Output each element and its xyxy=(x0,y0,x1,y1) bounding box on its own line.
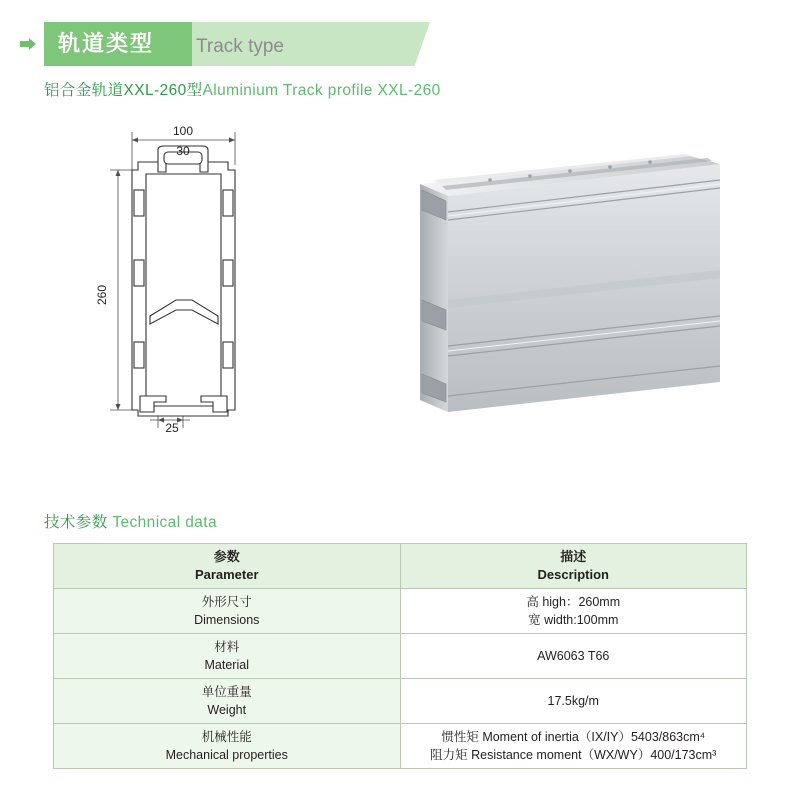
row-parameter-dimensions xyxy=(54,589,401,634)
product-subtitle-cn: 铝合金轨道XXL-260型 xyxy=(44,82,203,99)
dim-bottom-label: 25 xyxy=(165,421,179,435)
param-cn: 材料 xyxy=(214,640,240,654)
profile-product-photo xyxy=(390,150,720,420)
page-title-cn: 轨道类型 xyxy=(58,31,155,56)
param-en: Weight xyxy=(207,703,247,717)
row-description-dimensions xyxy=(400,589,747,634)
desc-line1: 惯性矩 Moment of inertia（IX/IY）5403/863cm⁴ xyxy=(441,730,706,744)
header-parameter xyxy=(54,544,401,589)
dim-top-width-label: 30 xyxy=(176,144,190,158)
param-en: Dimensions xyxy=(194,613,260,627)
param-en: Mechanical properties xyxy=(165,748,288,762)
desc-line2: 阻力矩 Resistance moment（WX/WY）400/173cm³ xyxy=(430,748,717,762)
header-description-en: Description xyxy=(537,567,609,582)
param-en: Material xyxy=(204,658,249,672)
table-row xyxy=(54,679,747,724)
dim-total-width-label: 100 xyxy=(172,124,194,138)
technical-data-table xyxy=(53,543,747,769)
header-description xyxy=(400,544,747,589)
product-subtitle-en: Aluminium Track profile XXL-260 xyxy=(202,82,441,99)
desc-line1: 17.5kg/m xyxy=(547,694,599,708)
technical-data-heading-cn: 技术参数 xyxy=(44,514,108,531)
desc-line1: AW6063 T66 xyxy=(537,649,610,663)
technical-data-heading xyxy=(44,510,217,532)
page-header xyxy=(0,22,800,66)
arrow-right-icon xyxy=(18,36,38,52)
row-description-material xyxy=(400,634,747,679)
param-cn: 机械性能 xyxy=(201,730,252,744)
row-parameter-weight xyxy=(54,679,401,724)
product-subtitle xyxy=(44,78,441,100)
header-parameter-cn: 参数 xyxy=(213,549,240,564)
desc-line1: 高 high：260mm xyxy=(526,595,621,609)
profile-cross-section-drawing xyxy=(80,110,410,460)
param-cn: 单位重量 xyxy=(201,685,252,699)
dim-height-label: 260 xyxy=(95,284,109,306)
page-title-en: Track type xyxy=(196,36,284,57)
param-cn: 外形尺寸 xyxy=(201,595,252,609)
table-row xyxy=(54,634,747,679)
table-row xyxy=(54,724,747,769)
row-parameter-material xyxy=(54,634,401,679)
technical-data-heading-en: Technical data xyxy=(112,514,218,531)
table-row xyxy=(54,589,747,634)
row-parameter-mechanical xyxy=(54,724,401,769)
header-parameter-en: Parameter xyxy=(194,567,259,582)
row-description-mechanical xyxy=(400,724,747,769)
desc-line2: 宽 width:100mm xyxy=(528,613,619,627)
header-description-cn: 描述 xyxy=(560,549,587,564)
table-header-row xyxy=(54,544,747,589)
row-description-weight xyxy=(400,679,747,724)
